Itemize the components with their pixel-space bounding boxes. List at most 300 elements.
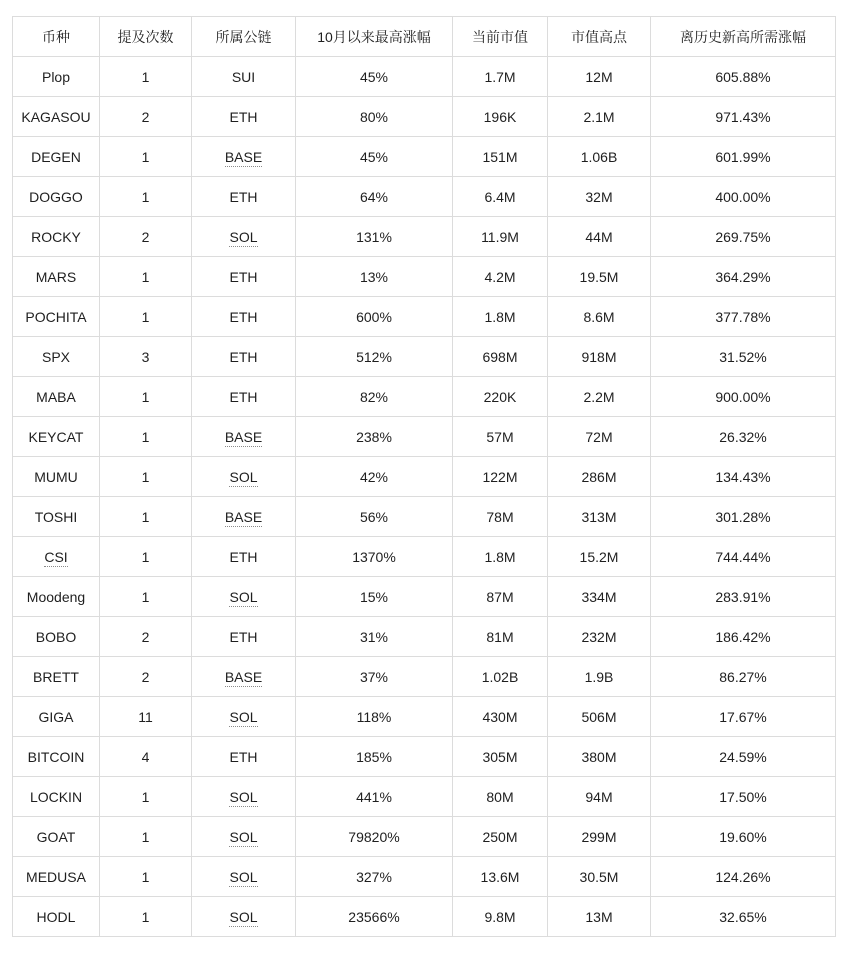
cell-cap-high (548, 857, 651, 897)
cell-max-gain (296, 377, 453, 417)
cell-cap-high (548, 337, 651, 377)
cell-market-cap-text: 698M (482, 348, 518, 365)
cell-chain (192, 137, 296, 177)
cell-token (13, 217, 100, 257)
cell-cap-high-text: 2.1M (583, 108, 615, 125)
cell-gain-to-ath (651, 897, 836, 937)
cell-mentions-text: 1 (141, 828, 150, 845)
cell-market-cap-text: 151M (482, 148, 518, 165)
cell-max-gain-text: 82% (359, 388, 389, 405)
cell-token-text: ROCKY (31, 228, 81, 245)
cell-gain-to-ath (651, 657, 836, 697)
cell-market-cap (453, 657, 548, 697)
cell-cap-high-text: 334M (581, 588, 617, 605)
cell-token-text: BITCOIN (27, 748, 85, 765)
table-row (13, 537, 836, 577)
cell-gain-to-ath-text: 283.91% (715, 588, 771, 605)
cell-max-gain (296, 337, 453, 377)
cell-chain-text: BASE (224, 148, 263, 165)
cell-market-cap (453, 97, 548, 137)
cell-cap-high-text: 2.2M (583, 388, 615, 405)
cell-mentions (100, 897, 192, 937)
cell-token-text: Plop (41, 68, 71, 85)
cell-chain-text: ETH (229, 628, 258, 645)
cell-max-gain-text: 441% (356, 788, 392, 805)
cell-mentions-text: 1 (141, 908, 150, 925)
cell-max-gain (296, 857, 453, 897)
cell-mentions-text: 2 (141, 228, 150, 245)
table-container (12, 16, 836, 937)
cell-market-cap-text: 87M (486, 588, 514, 605)
cell-market-cap-text: 1.8M (484, 548, 516, 565)
cell-max-gain (296, 657, 453, 697)
cell-gain-to-ath-text: 605.88% (715, 68, 771, 85)
cell-market-cap (453, 377, 548, 417)
cell-max-gain (296, 817, 453, 857)
cell-cap-high (548, 617, 651, 657)
cell-cap-high-text: 1.9B (584, 668, 614, 685)
table-row (13, 857, 836, 897)
cell-token (13, 617, 100, 657)
cell-cap-high-text: 299M (581, 828, 617, 845)
cell-mentions-text: 2 (141, 628, 150, 645)
cell-chain (192, 577, 296, 617)
cell-max-gain-text: 42% (359, 468, 389, 485)
cell-token-text: DOGGO (29, 188, 83, 205)
cell-gain-to-ath-text: 601.99% (715, 148, 771, 165)
cell-market-cap (453, 177, 548, 217)
cell-chain-text: SOL (229, 868, 258, 885)
cell-cap-high-text: 15.2M (579, 548, 619, 565)
table-row (13, 177, 836, 217)
header-mentions: 提及次数 (100, 17, 192, 57)
cell-gain-to-ath-text: 17.67% (719, 708, 767, 725)
cell-mentions-text: 4 (141, 748, 150, 765)
cell-market-cap (453, 737, 548, 777)
table-row (13, 57, 836, 97)
cell-mentions (100, 617, 192, 657)
cell-chain (192, 377, 296, 417)
cell-cap-high-text: 72M (585, 428, 613, 445)
table-row (13, 297, 836, 337)
cell-gain-to-ath (651, 537, 836, 577)
cell-gain-to-ath-text: 186.42% (715, 628, 771, 645)
table-row (13, 617, 836, 657)
cell-cap-high (548, 577, 651, 617)
cell-token-text: MARS (35, 268, 77, 285)
cell-gain-to-ath-text: 364.29% (715, 268, 771, 285)
cell-chain (192, 457, 296, 497)
cell-chain (192, 257, 296, 297)
cell-chain (192, 657, 296, 697)
cell-gain-to-ath-text: 86.27% (719, 668, 767, 685)
cell-max-gain (296, 417, 453, 457)
cell-mentions-text: 1 (141, 188, 150, 205)
cell-max-gain (296, 497, 453, 537)
cell-market-cap-text: 1.7M (484, 68, 516, 85)
cell-token (13, 537, 100, 577)
cell-max-gain-text: 64% (359, 188, 389, 205)
cell-max-gain-text: 238% (356, 428, 392, 445)
cell-mentions (100, 777, 192, 817)
cell-chain-text: BASE (224, 668, 263, 685)
cell-max-gain-text: 118% (356, 708, 392, 725)
cell-gain-to-ath-text: 124.26% (715, 868, 771, 885)
cell-mentions-text: 1 (141, 68, 150, 85)
cell-chain (192, 337, 296, 377)
cell-cap-high-text: 313M (581, 508, 617, 525)
cell-chain (192, 617, 296, 657)
table-row (13, 817, 836, 857)
cell-token-text: GIGA (38, 708, 74, 725)
cell-mentions (100, 377, 192, 417)
table-row (13, 377, 836, 417)
cell-market-cap-text: 196K (483, 108, 517, 125)
cell-chain (192, 297, 296, 337)
cell-cap-high (548, 297, 651, 337)
cell-market-cap-text: 1.02B (481, 668, 519, 685)
cell-token (13, 137, 100, 177)
cell-token (13, 337, 100, 377)
cell-market-cap (453, 217, 548, 257)
header-market-cap: 当前市值 (453, 17, 548, 57)
cell-max-gain-text: 185% (356, 748, 392, 765)
cell-market-cap (453, 617, 548, 657)
cell-token-text: KAGASOU (21, 108, 91, 125)
cell-token (13, 177, 100, 217)
cell-market-cap-text: 1.8M (484, 308, 516, 325)
cell-chain-text: SOL (229, 828, 258, 845)
cell-max-gain-text: 512% (356, 348, 392, 365)
cell-gain-to-ath (651, 337, 836, 377)
cell-gain-to-ath (651, 617, 836, 657)
cell-mentions (100, 457, 192, 497)
cell-market-cap-text: 250M (482, 828, 518, 845)
cell-token-text: LOCKIN (29, 788, 83, 805)
cell-mentions (100, 57, 192, 97)
header-cap-high: 市值高点 (548, 17, 651, 57)
cell-max-gain-text: 37% (359, 668, 389, 685)
cell-cap-high-text: 30.5M (579, 868, 619, 885)
cell-market-cap (453, 577, 548, 617)
header-chain: 所属公链 (192, 17, 296, 57)
cell-market-cap (453, 497, 548, 537)
cell-mentions-text: 1 (141, 468, 150, 485)
cell-max-gain (296, 297, 453, 337)
cell-chain-text: SOL (229, 788, 258, 805)
cell-mentions-text: 1 (141, 868, 150, 885)
cell-max-gain (296, 57, 453, 97)
cell-token-text: HODL (36, 908, 76, 925)
cell-gain-to-ath-text: 400.00% (715, 188, 771, 205)
cell-chain (192, 97, 296, 137)
cell-mentions (100, 857, 192, 897)
cell-mentions (100, 97, 192, 137)
cell-chain-text: ETH (229, 308, 258, 325)
cell-chain (192, 417, 296, 457)
cell-chain-text: BASE (224, 428, 263, 445)
cell-market-cap-text: 9.8M (484, 908, 516, 925)
cell-cap-high-text: 506M (581, 708, 617, 725)
cell-chain-text: SOL (229, 468, 258, 485)
cell-market-cap-text: 122M (482, 468, 518, 485)
cell-market-cap-text: 57M (486, 428, 514, 445)
cell-max-gain (296, 537, 453, 577)
table-row (13, 257, 836, 297)
cell-market-cap (453, 817, 548, 857)
cell-chain (192, 57, 296, 97)
cell-gain-to-ath (651, 417, 836, 457)
cell-max-gain (296, 777, 453, 817)
cell-max-gain-text: 56% (359, 508, 389, 525)
cell-cap-high-text: 44M (585, 228, 613, 245)
cell-gain-to-ath (651, 777, 836, 817)
cell-max-gain (296, 137, 453, 177)
table-row (13, 577, 836, 617)
cell-max-gain-text: 79820% (348, 828, 400, 845)
cell-gain-to-ath (651, 377, 836, 417)
cell-chain (192, 217, 296, 257)
cell-market-cap (453, 257, 548, 297)
cell-market-cap-text: 81M (486, 628, 514, 645)
cell-market-cap-text: 78M (486, 508, 514, 525)
cell-gain-to-ath (651, 97, 836, 137)
cell-cap-high-text: 12M (585, 68, 613, 85)
cell-max-gain-text: 600% (356, 308, 392, 325)
cell-market-cap (453, 417, 548, 457)
cell-market-cap (453, 537, 548, 577)
header-row (13, 17, 836, 57)
cell-gain-to-ath (651, 497, 836, 537)
cell-chain (192, 737, 296, 777)
cell-token (13, 97, 100, 137)
cell-gain-to-ath (651, 577, 836, 617)
cell-mentions-text: 1 (141, 148, 150, 165)
cell-mentions-text: 1 (141, 268, 150, 285)
cell-gain-to-ath (651, 737, 836, 777)
cell-gain-to-ath (651, 217, 836, 257)
cell-chain (192, 857, 296, 897)
cell-token-text: GOAT (36, 828, 76, 845)
cell-gain-to-ath (651, 137, 836, 177)
cell-chain-text: ETH (229, 548, 258, 565)
cell-token (13, 817, 100, 857)
cell-gain-to-ath (651, 857, 836, 897)
cell-gain-to-ath (651, 297, 836, 337)
cell-token-text: CSI (44, 548, 68, 565)
cell-token (13, 657, 100, 697)
cell-market-cap (453, 297, 548, 337)
cell-mentions-text: 1 (141, 388, 150, 405)
cell-token (13, 697, 100, 737)
cell-max-gain-text: 31% (359, 628, 389, 645)
cell-market-cap (453, 337, 548, 377)
cell-token-text: DEGEN (31, 148, 81, 165)
cell-gain-to-ath-text: 269.75% (715, 228, 771, 245)
cell-chain-text: ETH (229, 188, 258, 205)
cell-market-cap-text: 305M (482, 748, 518, 765)
cell-chain-text: ETH (229, 748, 258, 765)
cell-cap-high-text: 32M (585, 188, 613, 205)
table-row (13, 697, 836, 737)
cell-chain (192, 537, 296, 577)
cell-gain-to-ath (651, 697, 836, 737)
token-table (12, 16, 836, 937)
cell-max-gain (296, 177, 453, 217)
cell-mentions-text: 11 (138, 708, 153, 725)
cell-chain (192, 817, 296, 857)
table-row (13, 457, 836, 497)
table-row (13, 737, 836, 777)
cell-cap-high-text: 94M (585, 788, 613, 805)
cell-market-cap-text: 13.6M (480, 868, 520, 885)
cell-max-gain (296, 257, 453, 297)
cell-gain-to-ath (651, 257, 836, 297)
cell-gain-to-ath (651, 177, 836, 217)
cell-gain-to-ath (651, 457, 836, 497)
cell-chain-text: SOL (229, 228, 258, 245)
cell-max-gain-text: 80% (359, 108, 389, 125)
cell-max-gain-text: 45% (359, 148, 389, 165)
cell-cap-high-text: 232M (581, 628, 617, 645)
cell-cap-high-text: 1.06B (580, 148, 618, 165)
cell-market-cap-text: 4.2M (484, 268, 516, 285)
table-row (13, 217, 836, 257)
cell-chain-text: SOL (229, 588, 258, 605)
cell-cap-high (548, 97, 651, 137)
cell-token (13, 577, 100, 617)
header-token: 币种 (13, 17, 100, 57)
cell-cap-high-text: 918M (581, 348, 617, 365)
cell-chain-text: ETH (229, 108, 258, 125)
cell-market-cap (453, 697, 548, 737)
cell-max-gain-text: 131% (356, 228, 392, 245)
cell-max-gain (296, 897, 453, 937)
cell-gain-to-ath-text: 134.43% (715, 468, 771, 485)
cell-market-cap-text: 80M (486, 788, 514, 805)
cell-cap-high (548, 417, 651, 457)
cell-max-gain-text: 15% (359, 588, 389, 605)
cell-token (13, 897, 100, 937)
cell-mentions (100, 537, 192, 577)
cell-market-cap (453, 897, 548, 937)
cell-mentions (100, 257, 192, 297)
cell-gain-to-ath (651, 817, 836, 857)
cell-max-gain-text: 13% (359, 268, 389, 285)
cell-max-gain (296, 457, 453, 497)
cell-cap-high (548, 697, 651, 737)
cell-gain-to-ath-text: 26.32% (719, 428, 767, 445)
cell-gain-to-ath-text: 377.78% (715, 308, 771, 325)
cell-cap-high (548, 257, 651, 297)
cell-cap-high-text: 8.6M (583, 308, 615, 325)
cell-market-cap (453, 57, 548, 97)
cell-gain-to-ath-text: 301.28% (715, 508, 771, 525)
table-row (13, 897, 836, 937)
cell-cap-high (548, 177, 651, 217)
cell-mentions (100, 657, 192, 697)
cell-mentions (100, 817, 192, 857)
cell-token-text: SPX (41, 348, 70, 365)
cell-token-text: KEYCAT (28, 428, 84, 445)
table-row (13, 417, 836, 457)
cell-chain-text: SOL (229, 708, 258, 725)
cell-market-cap-text: 430M (482, 708, 518, 725)
cell-market-cap-text: 11.9M (481, 228, 519, 245)
cell-token (13, 737, 100, 777)
cell-token-text: POCHITA (25, 308, 87, 325)
cell-chain-text: SUI (231, 68, 256, 85)
cell-cap-high (548, 137, 651, 177)
cell-gain-to-ath-text: 31.52% (719, 348, 767, 365)
table-row (13, 97, 836, 137)
cell-cap-high (548, 377, 651, 417)
cell-cap-high (548, 497, 651, 537)
cell-gain-to-ath-text: 17.50% (719, 788, 767, 805)
cell-market-cap-text: 220K (483, 388, 517, 405)
cell-cap-high-text: 19.5M (579, 268, 619, 285)
cell-cap-high (548, 737, 651, 777)
cell-max-gain-text: 45% (359, 68, 389, 85)
cell-cap-high (548, 657, 651, 697)
cell-token-text: TOSHI (34, 508, 78, 525)
cell-mentions-text: 2 (141, 668, 150, 685)
cell-gain-to-ath (651, 57, 836, 97)
cell-token-text: MABA (36, 388, 76, 405)
cell-cap-high (548, 217, 651, 257)
cell-max-gain (296, 97, 453, 137)
cell-token-text: MUMU (34, 468, 78, 485)
table-row (13, 497, 836, 537)
cell-mentions-text: 1 (141, 508, 150, 525)
cell-mentions-text: 2 (141, 108, 150, 125)
header-max-gain: 10月以来最高涨幅 (296, 17, 453, 57)
cell-mentions (100, 697, 192, 737)
cell-mentions-text: 1 (141, 308, 150, 325)
cell-chain (192, 697, 296, 737)
cell-chain-text: ETH (229, 388, 258, 405)
cell-chain (192, 777, 296, 817)
cell-cap-high (548, 897, 651, 937)
header-gain-to-ath: 离历史新高所需涨幅 (651, 17, 836, 57)
cell-mentions-text: 1 (141, 788, 150, 805)
cell-cap-high (548, 537, 651, 577)
cell-mentions-text: 3 (141, 348, 150, 365)
cell-cap-high-text: 380M (581, 748, 617, 765)
cell-chain-text: ETH (229, 268, 258, 285)
cell-token-text: BOBO (35, 628, 77, 645)
table-row (13, 777, 836, 817)
cell-token (13, 497, 100, 537)
table-row (13, 137, 836, 177)
cell-market-cap (453, 137, 548, 177)
cell-token-text: BRETT (33, 668, 79, 685)
cell-chain (192, 497, 296, 537)
cell-mentions (100, 337, 192, 377)
cell-mentions (100, 137, 192, 177)
cell-max-gain (296, 737, 453, 777)
cell-token (13, 457, 100, 497)
cell-cap-high (548, 457, 651, 497)
cell-gain-to-ath-text: 971.43% (715, 108, 771, 125)
cell-token (13, 257, 100, 297)
cell-token (13, 297, 100, 337)
cell-token (13, 57, 100, 97)
cell-max-gain (296, 577, 453, 617)
cell-max-gain-text: 1370% (352, 548, 396, 565)
cell-cap-high-text: 286M (581, 468, 617, 485)
cell-token (13, 417, 100, 457)
